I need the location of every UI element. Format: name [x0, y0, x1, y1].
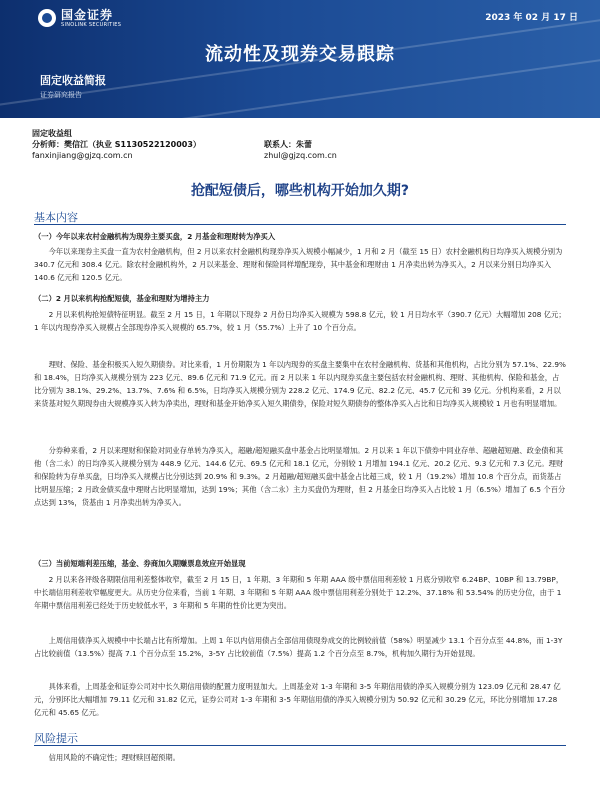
section-title-risk: 风险提示: [34, 732, 78, 745]
report-date: 2023 年 02 月 17 日: [485, 13, 578, 23]
contact-email[interactable]: zhul@gjzq.com.cn: [264, 151, 337, 160]
contact-name: 联系人：朱蕾: [264, 140, 312, 149]
report-title: 流动性及现券交易跟踪: [205, 44, 395, 65]
risk-paragraph: 信用风险的不确定性；理财赎回超预期。: [48, 753, 180, 762]
analyst-email[interactable]: fanxinjiang@gjzq.com.cn: [32, 151, 133, 160]
subsection-3-title: （三）当前短端利差压缩，基金、券商加久期赚票息效应开始显现: [34, 559, 246, 568]
report-subtype: 证券研究报告: [40, 91, 82, 99]
headline: 抢配短债后，哪些机构开始加久期?: [190, 183, 410, 199]
subsection-1-title: （一）今年以来农村金融机构为现券主要买盘，2 月基金和理财转为净买入: [34, 232, 276, 241]
section-rule: [34, 745, 566, 746]
paragraph-5: 2 月以来各评级各期限信用利差整体收窄，截至 2 月 15 日，1 年期、3 年期和 5 年期 AAA 级中票信用利差较 1 月底分别收窄 6.24BP、10BP 和 13.79BP，中长端信用利差收窄幅度更大。从历史分位来看，当前 1 年期、3 年期和 5 年期 AAA 级中票信用利差分别处于 12.2%、37.18% 和 53.54% 的历史分位，由于 1 年期中票信用利差已经处于历史较低水平，3 年期和 5 年期的性价比更为突出。: [34, 575, 564, 610]
paragraph-3: 理财、保险、基金积极买入短久期债券。对比来看，1 月份期限为 1 年以内现券的买盘主要集中在农村金融机构、货基和其他机构，占比分别为 57.1%、22.9% 和 18.4%，日均净买入规模分别为 223 亿元、89.6 亿元和 71.9 亿元。而 2 月以来 1 年以内现券买盘主要包括农村金融机构、理财、其他机构、保险和基金，占比分别为 38.1%、29.2%、13.7%、7.6% 和 6.5%，日均净买入规模分别为 228.2 亿元、174.9 亿元、82.2 亿元、45.7 亿元和 39 亿元。分机构来看，2 月以来货基对短久期现券由大规模净买入转为净卖出，理财和基金开始净买入短久期债券，保险对短久期债券的整体净买入占比和日均净买入规模较 1 月也有明显增加。: [34, 360, 566, 408]
header-banner: [0, 0, 600, 118]
company-logo: [38, 6, 158, 30]
paragraph-7: 具体来看，上周基金和证券公司对中长久期信用债的配置力度明显加大。上周基金对 1-3 年期和 3-5 年期信用债的净买入规模分别为 123.09 亿元和 28.47 亿元，分别环比大幅增加 79.11 亿元和 31.82 亿元，证券公司对 1-3 年期和 3-5 年期信用债的净买入规模分别为 50.92 亿元和 30.29 亿元，环比分别增加 17.28 亿元和 45.65 亿元。: [34, 682, 561, 717]
paragraph-6: 上周信用债净买入规模中中长端占比有所增加。上周 1 年以内信用债占全部信用债现券成交的比例较前值（58%）明显减少 13.1 个百分点至 44.8%，而 1-3Y 占比较前值（13.5%）提高 7.1 个百分点至 15.2%，3-5Y 占比较前值（7.5%）提高 1.2 个百分点至 8.7%，机构加久期行为开始显现。: [34, 636, 563, 658]
paragraph-2: 2 月以来机构抢短债特征明显。截至 2 月 15 日，1 年期以下现券 2 月份日均净买入规模为 598.8 亿元，较 1 月日均水平（390.7 亿元）大幅增加 208 亿元；1 年以内现券净买入规模占全部现券净买入规模的 65.7%，较 1 月（55.7%）上升了 10 个百分点。: [34, 310, 566, 332]
section-title-basic: 基本内容: [34, 211, 78, 224]
report-type: 固定收益简报: [40, 74, 106, 87]
analyst-name: 分析师：樊信江（执业 S1130522120003）: [32, 140, 201, 149]
subsection-2-title: （二）2 月以来机构抢配短债，基金和理财为增持主力: [34, 294, 210, 303]
logo-icon: [38, 9, 56, 27]
logo-cn: 国金证券: [61, 7, 114, 22]
author-info: [32, 128, 572, 161]
paragraph-4: 分券种来看，2 月以来理财和保险对同业存单转为净买入，超融/超短融买盘中基金占比明显增加。2 月以来 1 年以下债券中同业存单、超融超短融、政金债和其他（含二永）的日均净买入规模分别为 448.9 亿元、144.6 亿元、69.5 亿元和 18.1 亿元，分别较 1 月增加 194.1 亿元、20.2 亿元、9.3 亿元和 7.3 亿元。理财和保险转为存单买盘，日均净买入规模占比分别达到 20.9% 和 9.3%。2 月超融/超短融买盘中基金占比超三成，较 1 月（19.2%）增加 10.8 个百分点，而货基占比明显压缩；2 月政金债买盘中理财占比明显增加，达到 19%；其他（含二永）主力买盘仍为理财，但 2 月基金日均净买入占比较 1 月（6.5%）增加了 6.5 个百分点达到 13%，货基由 1 月净卖出转为净买入。: [34, 446, 566, 507]
paragraph-1: 今年以来现券主买盘一直为农村金融机构，但 2 月以来农村金融机构现券净买入规模小幅减少，1 月和 2 月（截至 15 日）农村金融机构日均净买入规模分别为 340.7 亿元和 308.4 亿元。除农村金融机构外，2 月以来基金、理财和保险同样增配现券，其中基金和理财由 1 月净卖出转为净买入，2 月以来分别日均净买入 140.6 亿元和 120.5 亿元。: [34, 247, 563, 282]
research-group: 固定收益组: [32, 129, 72, 138]
logo-en: SINOLINK SECURITIES: [61, 21, 122, 28]
section-rule: [34, 224, 566, 225]
